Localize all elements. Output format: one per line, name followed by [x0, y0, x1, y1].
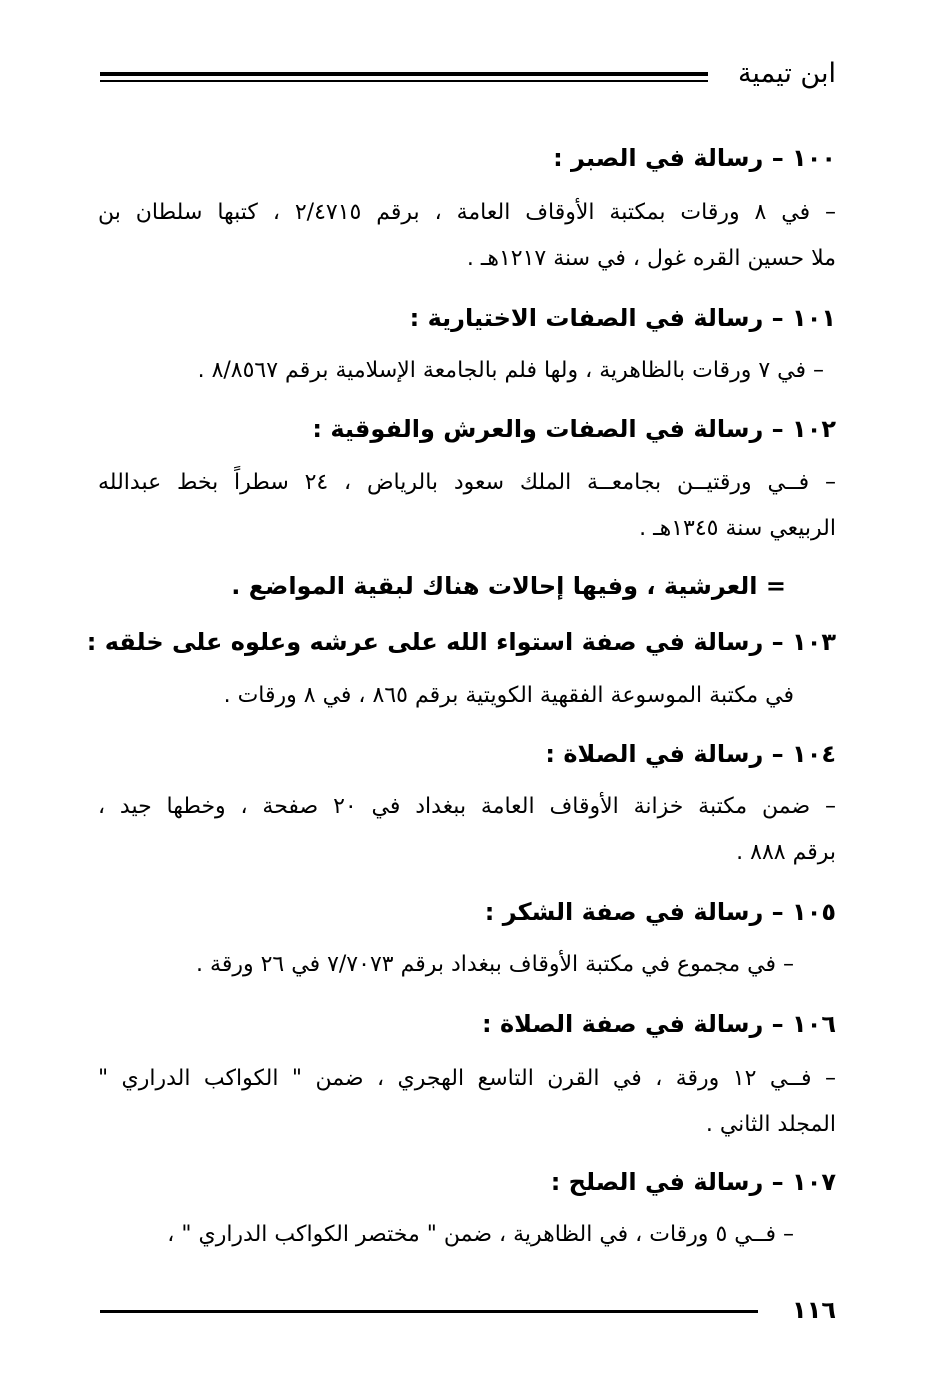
- page-number: ١١٦: [792, 1296, 836, 1324]
- entry-100-heading: ١٠٠ – رسالة في الصبر :: [553, 144, 836, 172]
- entry-103-heading: ١٠٣ – رسالة في صفة استواء الله على عرشه وعلوه على خلقه :: [86, 628, 836, 656]
- entry-106-line-1: – فــي ١٢ ورقة ، في القرن التاسع الهجري ، ضمن " الكواكب الدراري ": [98, 1066, 837, 1091]
- entry-104-heading: ١٠٤ – رسالة في الصلاة :: [545, 740, 836, 768]
- entry-104-line-1: – ضمن مكتبة خزانة الأوقاف العامة ببغداد في ٢٠ صفحة ، وخطها جيد ،: [98, 794, 837, 819]
- page-footer: [100, 1296, 836, 1326]
- entry-107-heading: ١٠٧ – رسالة في الصلح :: [550, 1168, 836, 1196]
- running-header: [100, 52, 836, 102]
- entry-106-heading: ١٠٦ – رسالة في صفة الصلاة :: [482, 1010, 836, 1038]
- cross-reference-note: = العرشية ، وفيها إحالات هناك لبقية المواضع .: [231, 572, 786, 600]
- entry-100-line-2: ملا حسين القره غول ، في سنة ١٢١٧هـ .: [466, 246, 836, 271]
- entry-101-line-1: – في ٧ ورقات بالظاهرية ، ولها فلم بالجامعة الإسلامية برقم ٨/٨٥٦٧ .: [197, 358, 824, 383]
- entry-101-heading: ١٠١ – رسالة في الصفات الاختيارية :: [409, 304, 836, 332]
- header-title: ابن تيمية: [737, 58, 836, 89]
- entry-106-line-2: المجلد الثاني .: [705, 1112, 836, 1137]
- entry-102-line-2: الربيعي سنة ١٣٤٥هـ .: [639, 516, 836, 541]
- footer-rule: [100, 1310, 758, 1313]
- header-rule-thin: [100, 80, 708, 82]
- header-rule-thick: [100, 72, 708, 76]
- entry-100-line-1: – في ٨ ورقات بمكتبة الأوقاف العامة ، برقم ٢/٤٧١٥ ، كتبها سلطان بن: [98, 200, 837, 225]
- entry-107-line-1: – فــي ٥ ورقات ، في الظاهرية ، ضمن " مختصر الكواكب الدراري " ،: [167, 1222, 794, 1247]
- entry-105-heading: ١٠٥ – رسالة في صفة الشكر :: [484, 898, 836, 926]
- entry-104-line-2: برقم ٨٨٨ .: [736, 840, 836, 865]
- entry-105-line-1: – في مجموع في مكتبة الأوقاف ببغداد برقم ٧/٧٠٧٣ في ٢٦ ورقة .: [196, 952, 794, 977]
- entry-103-line-1: في مكتبة الموسوعة الفقهية الكويتية برقم ٨٦٥ ، في ٨ ورقات .: [223, 683, 794, 708]
- entry-102-heading: ١٠٢ – رسالة في الصفات والعرش والفوقية :: [312, 415, 836, 443]
- entry-102-line-1: – فــي ورقتيــن بجامعــة الملك سعود بالرياض ، ٢٤ سطراً بخط عبدالله: [98, 470, 836, 495]
